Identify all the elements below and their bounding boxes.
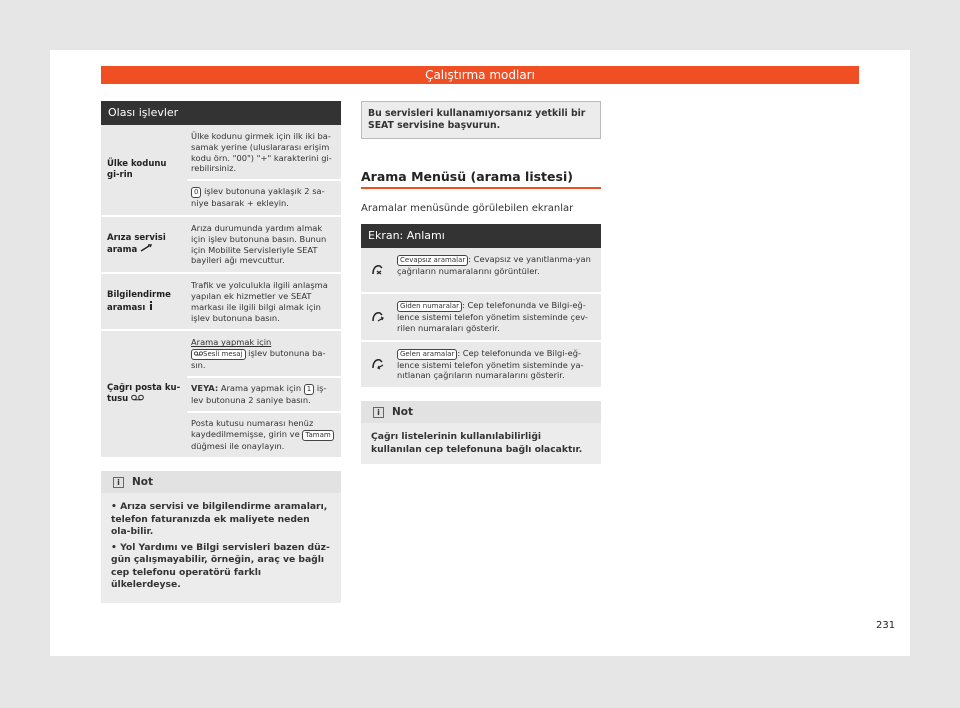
row-value: Arıza durumunda yardım almak için işlev butonuna basın. Bunun için Mobilite Servisleriyle SEAT bayileri ağı mevcuttur.	[191, 222, 327, 266]
functions-table-title: Olası işlevler	[101, 101, 341, 125]
right-column	[361, 101, 601, 464]
table-row: Cevapsız aramalar : Cevapsız ve yanıtlanma-yan çağrıların numaralarını görüntüler.	[361, 248, 601, 294]
row-value: Arama yapmak için	[191, 337, 272, 348]
table-row: Giden numaralar : Cep telefonunda ve Bilgi-eğ-lence sistemi telefon yönetim sisteminde çev-rilen numaraları gösterir.	[361, 294, 601, 342]
key-zero: 0	[191, 187, 201, 198]
voicemail-key: Sesli mesaj	[191, 349, 246, 360]
missed-call-icon	[371, 264, 385, 276]
table-title: Ekran: Anlamı	[361, 224, 601, 248]
row-value: Trafik ve yolculukla ilgili anlaşma yapılan ek hizmetler ve SEAT markası ile ilgili bilgi almak için işlev butonuna basın.	[191, 280, 328, 323]
row-key: Arıza servisi arama	[107, 233, 166, 256]
note-item: • Yol Yardımı ve Bilgi servisleri bazen düz-gün çalışmayabilir, örneğin, araç ve bağlı cep telefonu operatörü farklı ülkelerdeyse.	[111, 541, 330, 591]
row-key: Ülke kodunu gi-rin	[107, 158, 167, 180]
row-key: Bilgilendirme araması	[107, 289, 171, 313]
outgoing-numbers-key: Giden numaralar	[397, 301, 462, 312]
info-icon: i	[113, 477, 124, 488]
section-title: Arama Menüsü (arama listesi)	[361, 169, 601, 189]
info-icon	[148, 301, 154, 310]
incoming-call-icon	[371, 358, 385, 370]
call-list-table	[361, 224, 601, 389]
row-value: Ülke kodunu girmek için ilk iki ba-samak yerine (uluslararası erişim kodu örn. "00") "+" karakterini gi-rebilirsiniz.	[191, 131, 332, 174]
page-number: 231	[876, 620, 896, 631]
voicemail-icon	[194, 351, 203, 356]
info-icon: i	[373, 407, 384, 418]
note-item: • Arıza servisi ve bilgilendirme aramaları, telefon faturanızda ek maliyete neden ola-bilir.	[111, 501, 328, 538]
note-title: Not	[132, 476, 154, 489]
voicemail-icon	[131, 394, 144, 401]
note-box	[101, 471, 341, 603]
subtitle: Aramalar menüsünde görülebilen ekranlar	[361, 203, 574, 214]
table-row: Gelen aramalar : Cep telefonunda ve Bilgi-eğ-lence sistemi telefon yönetim sisteminde ya-nıtlanan çağrıların numaralarını gösterir.	[361, 342, 601, 390]
ok-key: Tamam	[302, 430, 333, 441]
note-box	[361, 401, 601, 464]
key-one: 1	[304, 384, 314, 395]
outgoing-call-icon	[371, 311, 385, 323]
missed-calls-key: Cevapsız aramalar	[397, 255, 468, 266]
table-row: Çağrı posta ku-tusu Arama yapmak için Sesli mesaj işlev butonuna ba-sın. VEYA: Arama yapmak için 1 iş-lev butonuna 2 saniye basın. Posta kutusu numarası henüz kaydedilmemişse, girin ve Tamam düğmesi ile onaylayın.	[101, 331, 341, 459]
note-item: Çağrı listelerinin kullanılabilirliği kullanılan cep telefonuna bağlı olacaktır.	[371, 431, 583, 455]
table-row	[101, 274, 341, 331]
left-column	[101, 101, 341, 603]
page-header: Çalıştırma modları	[101, 66, 859, 84]
wrench-icon	[140, 244, 152, 252]
incoming-calls-key: Gelen aramalar	[397, 349, 457, 360]
note-title: Not	[392, 406, 414, 419]
row-key: Çağrı posta ku-tusu	[107, 383, 181, 405]
table-row	[101, 217, 341, 274]
warning-box: Bu servisleri kullanamıyorsanız yetkili bir SEAT servisine başvurun.	[361, 101, 601, 139]
row-value: işlev butonuna yaklaşık 2 sa-niye basarak + ekleyin.	[191, 186, 325, 209]
table-row	[101, 125, 341, 217]
